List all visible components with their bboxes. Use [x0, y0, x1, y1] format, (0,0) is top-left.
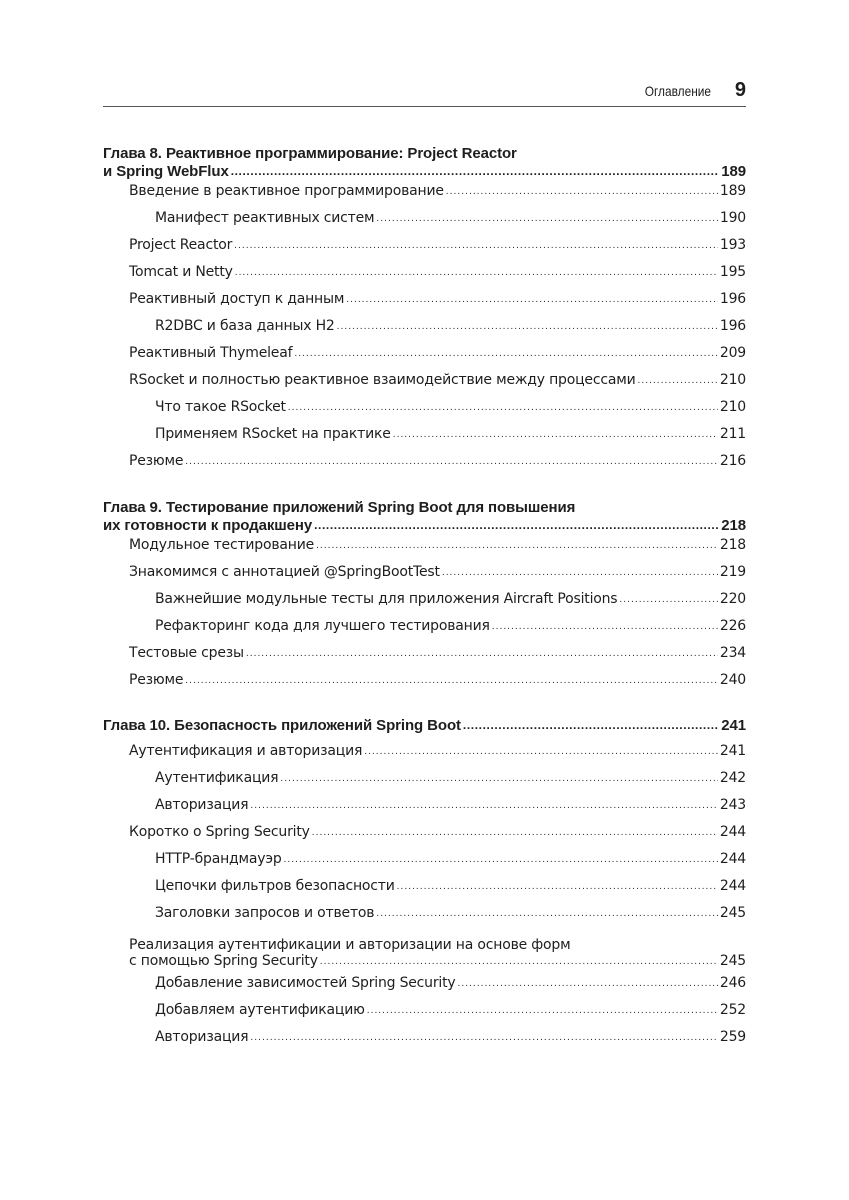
- leader-dots: [346, 290, 718, 306]
- toc-entry[interactable]: [103, 1029, 746, 1056]
- page-ref: 219: [719, 564, 746, 580]
- toc-chapter-row[interactable]: [103, 163, 746, 183]
- page-ref: 244: [719, 824, 746, 840]
- page-ref: 243: [719, 797, 746, 813]
- chapter-title: Глава 9. Тестирование приложений Spring Boot для повышения: [103, 499, 576, 516]
- toc-entry[interactable]: [103, 291, 746, 318]
- entry-title: R2DBC и база данных H2: [155, 318, 335, 334]
- entry-title: Добавление зависимостей Spring Security: [155, 975, 456, 991]
- toc-entry[interactable]: [103, 591, 746, 618]
- page-ref: 189: [721, 163, 746, 180]
- entry-title: RSocket и полностью реактивное взаимодействие между процессами: [129, 372, 636, 388]
- leader-dots: [312, 823, 718, 839]
- page-ref: 244: [719, 851, 746, 867]
- leader-dots: [463, 716, 719, 733]
- page-ref: 245: [719, 953, 746, 969]
- entry-title: Что такое RSocket: [155, 399, 286, 415]
- leader-dots: [294, 344, 718, 360]
- leader-dots: [288, 398, 718, 414]
- page-ref: 196: [719, 291, 746, 307]
- page-ref: 195: [719, 264, 746, 280]
- toc-entry[interactable]: [103, 183, 746, 210]
- chapter-8: [103, 144, 746, 480]
- toc-entry[interactable]: [103, 618, 746, 645]
- leader-dots: [250, 796, 717, 812]
- leader-dots: [637, 371, 717, 387]
- toc-entry[interactable]: [103, 1002, 746, 1029]
- running-header: [103, 72, 746, 107]
- page-ref: 190: [719, 210, 746, 226]
- page-ref: 211: [719, 426, 746, 442]
- page-ref: 218: [721, 517, 746, 534]
- leader-dots: [280, 769, 717, 785]
- entry-title-line1: Реализация аутентификации и авторизации на основе форм: [129, 937, 571, 953]
- table-of-contents: [103, 144, 746, 1064]
- page-ref: 220: [719, 591, 746, 607]
- page-ref: 252: [719, 1002, 746, 1018]
- chapter-title: Глава 10. Безопасность приложений Spring Boot: [103, 717, 461, 734]
- toc-entry[interactable]: [103, 372, 746, 399]
- leader-dots: [337, 317, 718, 333]
- toc-entry[interactable]: [103, 318, 746, 345]
- leader-dots: [185, 671, 718, 687]
- page-ref: 244: [719, 878, 746, 894]
- toc-entry[interactable]: [103, 770, 746, 797]
- toc-entry[interactable]: [103, 645, 746, 672]
- leader-dots: [234, 236, 718, 252]
- toc-entry[interactable]: [103, 851, 746, 878]
- page-ref: 245: [719, 905, 746, 921]
- entry-title: Рефакторинг кода для лучшего тестирования: [155, 618, 490, 634]
- page-ref: 218: [719, 537, 746, 553]
- leader-dots: [316, 536, 718, 552]
- toc-entry[interactable]: [103, 672, 746, 699]
- toc-entry[interactable]: [103, 537, 746, 564]
- leader-dots: [376, 209, 717, 225]
- entry-title: Tomcat и Netty: [129, 264, 233, 280]
- leader-dots: [235, 263, 718, 279]
- toc-entry[interactable]: [103, 878, 746, 905]
- entry-title: Важнейшие модульные тесты для приложения Aircraft Positions: [155, 591, 618, 607]
- chapter-title-cont: и Spring WebFlux: [103, 163, 229, 180]
- leader-dots: [397, 877, 718, 893]
- toc-entry[interactable]: [103, 975, 746, 1002]
- toc-entry[interactable]: [103, 905, 746, 932]
- entry-title-line2: с помощью Spring Security: [129, 953, 318, 969]
- page-ref: 210: [719, 399, 746, 415]
- toc-entry[interactable]: [103, 210, 746, 237]
- leader-dots: [231, 162, 720, 179]
- leader-dots: [284, 850, 718, 866]
- toc-entry[interactable]: [103, 264, 746, 291]
- leader-dots: [457, 974, 717, 990]
- page-ref: 241: [721, 717, 746, 734]
- page-ref: 242: [719, 770, 746, 786]
- page-ref: 234: [719, 645, 746, 661]
- page-ref: 209: [719, 345, 746, 361]
- entry-title: Коротко о Spring Security: [129, 824, 310, 840]
- entry-title: Реактивный Thymeleaf: [129, 345, 293, 361]
- entry-title: Цепочки фильтров безопасности: [155, 878, 395, 894]
- entry-title: Манифест реактивных систем: [155, 210, 375, 226]
- toc-entry[interactable]: [103, 797, 746, 824]
- page-ref: 189: [719, 183, 746, 199]
- toc-chapter-row[interactable]: [103, 717, 746, 737]
- leader-dots: [320, 952, 718, 968]
- toc-chapter-row[interactable]: [103, 517, 746, 537]
- entry-title: Тестовые срезы: [129, 645, 244, 661]
- entry-title: Реактивный доступ к данным: [129, 291, 345, 307]
- entry-title: Авторизация: [155, 797, 249, 813]
- leader-dots: [314, 516, 719, 533]
- leader-dots: [393, 425, 718, 441]
- chapter-10: [103, 717, 746, 1056]
- page-number: 9: [734, 78, 746, 101]
- leader-dots: [619, 590, 717, 606]
- page-ref: 240: [719, 672, 746, 688]
- entry-title: Резюме: [129, 453, 184, 469]
- entry-title: Project Reactor: [129, 237, 233, 253]
- toc-entry[interactable]: [103, 824, 746, 851]
- page-ref: 241: [719, 743, 746, 759]
- leader-dots: [446, 182, 718, 198]
- chapter-title-cont: их готовности к продакшену: [103, 517, 313, 534]
- page-ref: 246: [719, 975, 746, 991]
- entry-title: Авторизация: [155, 1029, 249, 1045]
- leader-dots: [246, 644, 718, 660]
- entry-title: HTTP-брандмауэр: [155, 851, 282, 867]
- leader-dots: [250, 1028, 717, 1044]
- toc-entry[interactable]: [103, 237, 746, 264]
- entry-title: Знакомимся с аннотацией @SpringBootTest: [129, 564, 440, 580]
- chapter-title: Глава 8. Реактивное программирование: Project Reactor: [103, 145, 517, 162]
- page-ref: 259: [719, 1029, 746, 1045]
- header-title: Оглавление: [644, 83, 711, 99]
- toc-entry[interactable]: [103, 453, 746, 480]
- leader-dots: [364, 742, 718, 758]
- toc-entry[interactable]: [103, 345, 746, 372]
- entry-title: Заголовки запросов и ответов: [155, 905, 375, 921]
- leader-dots: [185, 452, 718, 468]
- entry-title: Применяем RSocket на практике: [155, 426, 391, 442]
- entry-title: Модульное тестирование: [129, 537, 315, 553]
- entry-title: Введение в реактивное программирование: [129, 183, 444, 199]
- toc-entry[interactable]: [103, 743, 746, 770]
- page-ref: 216: [719, 453, 746, 469]
- toc-entry[interactable]: [103, 426, 746, 453]
- page-ref: 193: [719, 237, 746, 253]
- toc-entry[interactable]: [103, 953, 746, 975]
- page-ref: 226: [719, 618, 746, 634]
- page-ref: 196: [719, 318, 746, 334]
- chapter-9: [103, 498, 746, 699]
- leader-dots: [376, 904, 718, 920]
- page-ref: 210: [719, 372, 746, 388]
- entry-title: Добавляем аутентификацию: [155, 1002, 365, 1018]
- leader-dots: [442, 563, 718, 579]
- entry-title: Резюме: [129, 672, 184, 688]
- toc-entry[interactable]: [103, 399, 746, 426]
- leader-dots: [367, 1001, 718, 1017]
- toc-entry[interactable]: [103, 564, 746, 591]
- leader-dots: [492, 617, 718, 633]
- entry-title: Аутентификация: [155, 770, 279, 786]
- entry-title: Аутентификация и авторизация: [129, 743, 363, 759]
